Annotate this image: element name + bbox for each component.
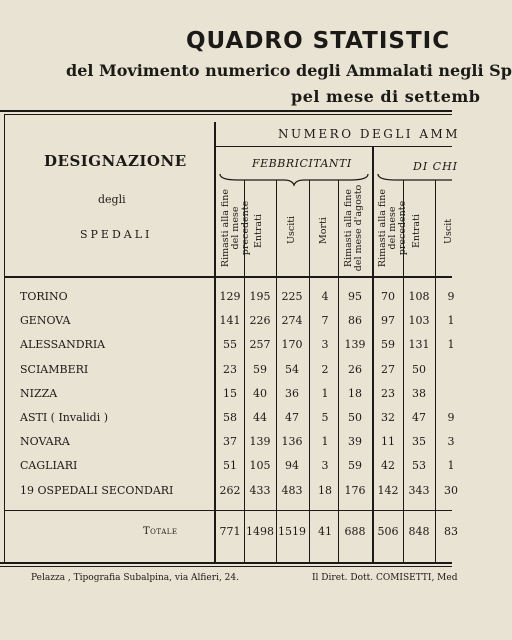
row-name: TORINO bbox=[20, 290, 68, 303]
table-cell: 37 bbox=[223, 435, 237, 449]
subtitle-line-1: del Movimento numerico degli Ammalati negli Sp bbox=[66, 61, 512, 80]
degli-label: degli bbox=[98, 193, 126, 206]
table-cell: 3 bbox=[321, 459, 329, 473]
table-cell: 262 bbox=[219, 483, 241, 497]
spedali-label: SPEDALI bbox=[80, 228, 153, 241]
table-cell: 1 bbox=[447, 314, 455, 328]
table-cell: 50 bbox=[412, 362, 426, 376]
designazione-label: DESIGNAZIONE bbox=[44, 152, 187, 170]
table-cell: 38 bbox=[412, 386, 426, 400]
table-cell: 23 bbox=[381, 386, 395, 400]
column-header: Rimasti alla fine del mese precedente bbox=[377, 188, 408, 268]
table-cell: 47 bbox=[285, 411, 299, 424]
column-header: Rimasti alla fine del mese d'agosto bbox=[343, 184, 364, 272]
table-cell: 170 bbox=[281, 338, 303, 352]
table-cell: 108 bbox=[408, 290, 430, 303]
table-cell: 59 bbox=[348, 459, 362, 473]
printer-credit: Pelazza , Tipografia Subalpina, via Alfieri, 24. bbox=[31, 573, 239, 583]
table-cell: 136 bbox=[281, 435, 303, 449]
table-cell: 40 bbox=[253, 386, 267, 400]
column-header: Entrati bbox=[411, 214, 422, 248]
total-cell: 848 bbox=[408, 525, 430, 538]
total-cell: 688 bbox=[344, 525, 366, 538]
table-cell: 23 bbox=[223, 362, 237, 376]
numero-rule bbox=[216, 146, 452, 147]
total-cell: 83 bbox=[444, 525, 458, 538]
table-left-rule bbox=[4, 114, 5, 564]
table-cell: 1 bbox=[447, 338, 455, 352]
table-cell: 139 bbox=[344, 338, 366, 352]
row-name: SCIAMBERI bbox=[20, 362, 89, 376]
subtitle-line-2: pel mese di settemb bbox=[291, 87, 481, 106]
totale-label: Totale bbox=[143, 526, 178, 537]
table-top-rule-inner bbox=[4, 114, 452, 115]
table-cell: 274 bbox=[281, 314, 303, 328]
table-cell: 1 bbox=[321, 386, 329, 400]
table-cell: 30 bbox=[444, 483, 458, 497]
table-cell: 15 bbox=[223, 386, 237, 400]
total-cell: 771 bbox=[219, 525, 241, 538]
column-header: Rimasti alla fine del mese precedente bbox=[220, 188, 251, 268]
table-cell: 47 bbox=[412, 411, 426, 424]
table-bottom-rule bbox=[0, 562, 452, 564]
column-header: Uscit bbox=[443, 218, 454, 244]
table-cell: 176 bbox=[344, 483, 366, 497]
table-cell: 42 bbox=[381, 459, 395, 473]
row-name: NOVARA bbox=[20, 435, 70, 449]
febbricitanti-header: FEBBRICITANTI bbox=[252, 157, 352, 170]
table-cell: 225 bbox=[281, 290, 303, 303]
table-cell: 195 bbox=[249, 290, 271, 303]
table-cell: 53 bbox=[412, 459, 426, 473]
table-cell: 18 bbox=[318, 483, 332, 497]
table-cell: 3 bbox=[447, 435, 455, 449]
table-cell: 59 bbox=[381, 338, 395, 352]
table-cell: 50 bbox=[348, 411, 362, 424]
table-top-rule bbox=[0, 110, 452, 112]
table-cell: 58 bbox=[223, 411, 237, 424]
table-cell: 1 bbox=[447, 459, 455, 473]
director-credit: Il Diret. Dott. COMISETTI, Med bbox=[312, 573, 458, 583]
table-cell: 59 bbox=[253, 362, 267, 376]
table-cell: 18 bbox=[348, 386, 362, 400]
row-name: NIZZA bbox=[20, 386, 58, 400]
page-title: QUADRO STATISTIC bbox=[186, 28, 451, 54]
total-cell: 506 bbox=[377, 525, 399, 538]
total-cell: 1498 bbox=[246, 525, 274, 538]
table-cell: 11 bbox=[381, 435, 395, 449]
table-cell: 142 bbox=[377, 483, 399, 497]
table-cell: 4 bbox=[321, 290, 329, 303]
row-name: ALESSANDRIA bbox=[20, 338, 106, 352]
table-cell: 27 bbox=[381, 362, 395, 376]
table-cell: 141 bbox=[219, 314, 241, 328]
column-header: Morti bbox=[318, 217, 329, 244]
table-cell: 103 bbox=[408, 314, 430, 328]
row-name: ASTI ( Invalidi ) bbox=[20, 411, 109, 424]
table-cell: 1 bbox=[321, 435, 329, 449]
table-cell: 70 bbox=[381, 290, 395, 303]
table-cell: 3 bbox=[321, 338, 329, 352]
table-cell: 7 bbox=[321, 314, 329, 328]
table-cell: 5 bbox=[321, 411, 329, 424]
col-divider bbox=[435, 180, 436, 562]
table-cell: 9 bbox=[447, 411, 455, 424]
table-cell: 26 bbox=[348, 362, 362, 376]
table-cell: 44 bbox=[253, 411, 267, 424]
table-cell: 139 bbox=[249, 435, 271, 449]
table-cell: 35 bbox=[412, 435, 426, 449]
table-cell: 95 bbox=[348, 290, 362, 303]
table-cell: 86 bbox=[348, 314, 362, 328]
di-chi-header: DI CHI bbox=[413, 160, 459, 173]
table-cell: 39 bbox=[348, 435, 362, 449]
table-cell: 36 bbox=[285, 386, 299, 400]
column-header: Usciti bbox=[286, 215, 297, 244]
total-cell: 41 bbox=[318, 525, 332, 538]
table-cell: 32 bbox=[381, 411, 395, 424]
table-cell: 94 bbox=[285, 459, 299, 473]
table-cell: 51 bbox=[223, 459, 237, 473]
total-rule bbox=[5, 510, 452, 511]
table-cell: 343 bbox=[408, 483, 430, 497]
row-name: 19 OSPEDALI SECONDARI bbox=[20, 483, 174, 497]
table-cell: 55 bbox=[223, 338, 237, 352]
header-body-rule bbox=[5, 276, 452, 278]
numero-header: NUMERO DEGLI AMM bbox=[278, 127, 461, 141]
table-bottom-rule-outer bbox=[0, 566, 452, 567]
table-cell: 9 bbox=[447, 290, 455, 303]
table-cell: 54 bbox=[285, 362, 299, 376]
table-cell: 97 bbox=[381, 314, 395, 328]
table-cell: 257 bbox=[249, 338, 271, 352]
column-header: Entrati bbox=[253, 214, 264, 248]
table-cell: 131 bbox=[408, 338, 430, 352]
row-name: CAGLIARI bbox=[20, 459, 78, 473]
total-cell: 1519 bbox=[278, 525, 306, 538]
table-cell: 129 bbox=[219, 290, 241, 303]
table-cell: 483 bbox=[281, 483, 303, 497]
table-cell: 2 bbox=[321, 362, 329, 376]
table-cell: 226 bbox=[249, 314, 271, 328]
table-cell: 105 bbox=[249, 459, 271, 473]
row-name: GENOVA bbox=[20, 314, 71, 328]
group-divider bbox=[372, 146, 374, 562]
table-cell: 433 bbox=[249, 483, 271, 497]
